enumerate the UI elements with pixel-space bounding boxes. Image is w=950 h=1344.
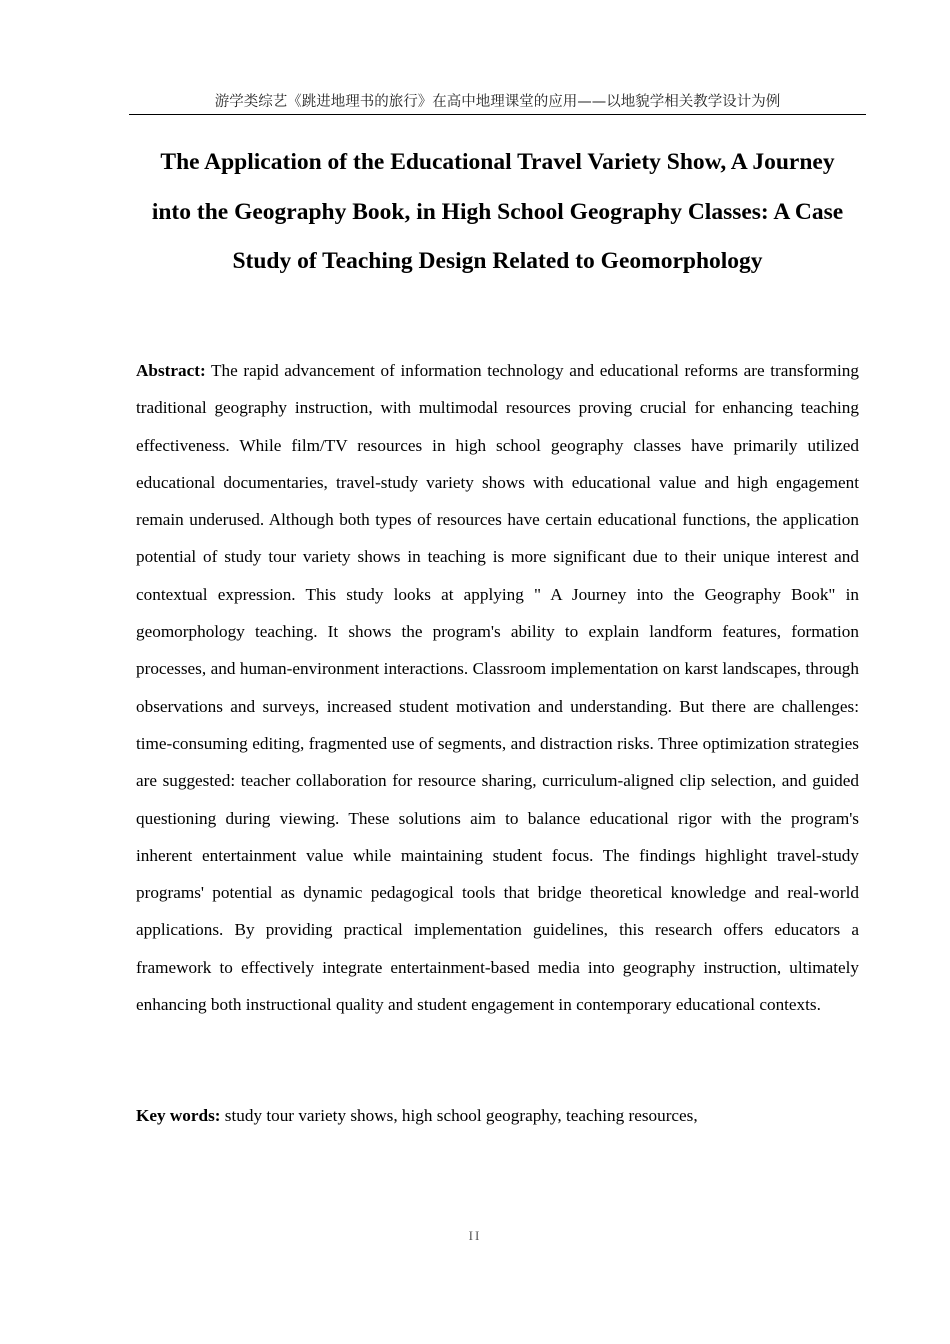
paper-title: The Application of the Educational Travel Variety Show, A Journey into the Geography Book, in High School Geography Classes: A Case Study of Teaching Design Related to Geomorphology	[151, 149, 844, 274]
page-number: II	[468, 1228, 482, 1243]
keywords-text: study tour variety shows, high school geography, teaching resources,	[224, 1106, 698, 1125]
running-header	[129, 92, 866, 115]
abstract-label: Abstract:	[136, 361, 206, 380]
keywords-label: Key words:	[136, 1106, 221, 1125]
running-header-text: 游学类综艺《跳进地理书的旅行》在高中地理课堂的应用——以地貌学相关教学设计为例	[214, 94, 781, 110]
abstract-text: The rapid advancement of information technology and educational reforms are transforming traditional geography instruction, with multimodal resources proving crucial for enhancing teaching effectiveness. While film/TV resources in high school geography classes have primarily utilized educational documentaries, travel-study variety shows with educational value and high engagement remain underused. Although both types of resources have certain educational functions, the application potential of study tour variety shows in teaching is more significant due to their unique interest and contextual expression. This study looks at applying " A Journey into the Geography Book" in geomorphology teaching. It shows the program's ability to explain landform features, formation processes, and human-environment interactions. Classroom implementation on karst landscapes, through observations and surveys, increased student motivation and understanding. But there are challenges: time-consuming editing, fragmented use of segments, and distraction risks. Three optimization strategies are suggested: teacher collaboration for resource sharing, curriculum-aligned clip selection, and guided questioning during viewing. These solutions aim to balance educational rigor with the program's inherent entertainment value while maintaining student focus. The findings highlight travel-study programs' potential as dynamic pedagogical tools that bridge theoretical knowledge and real-world applications. By providing practical implementation guidelines, this research offers educators a framework to effectively integrate entertainment-based media into geography instruction, ultimately enhancing both instructional quality and student engagement in contemporary educational contexts.	[136, 361, 859, 1015]
keywords-paragraph	[136, 1097, 859, 1134]
abstract-paragraph	[136, 352, 859, 1023]
